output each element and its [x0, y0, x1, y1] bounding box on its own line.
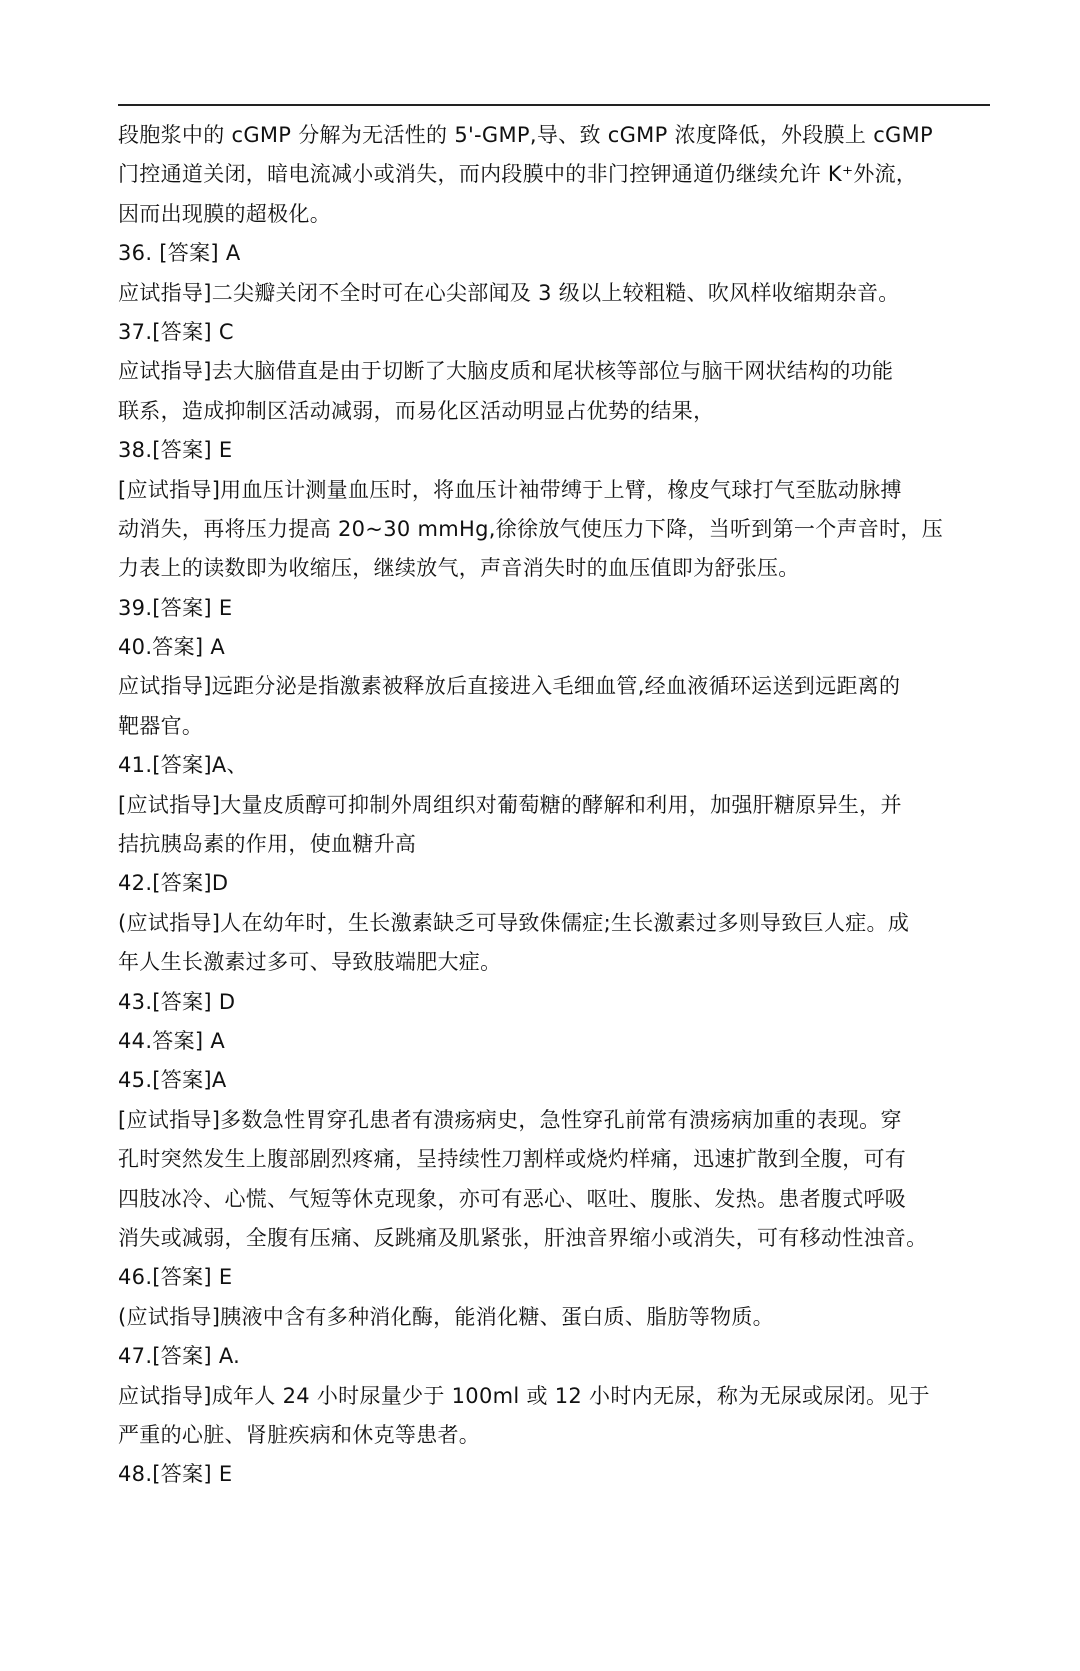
answer-heading [118, 864, 990, 903]
line-text: 孔时突然发生上腹部剧烈疼痛，呈持续性刀割样或烧灼样痛，迅速扩散到全腹，可有 [118, 1147, 907, 1172]
answer-heading [118, 589, 990, 628]
answer-heading [118, 1022, 990, 1061]
line-text: (应试指导]人在幼年时，生长激素缺乏可导致侏儒症;生长激素过多则导致巨人症。成 [118, 910, 910, 935]
line-text: 段胞浆中的 cGMP 分解为无活性的 5'-GMP,导、致 cGMP 浓度降低，外段膜上 cGMP [118, 123, 933, 147]
line-text: 36. [答案] A [118, 241, 241, 266]
guidance-line [118, 786, 990, 825]
guidance-line [118, 1298, 990, 1337]
guidance-line [118, 667, 990, 706]
line-text: 应试指导]去大脑借直是由于切断了大脑皮质和尾状核等部位与脑干网状结构的功能 [118, 359, 894, 384]
line-text: 应试指导]二尖瓣关闭不全时可在心尖部闻及 3 级以上较粗糙、吹风样收缩期杂音。 [118, 280, 900, 305]
line-text: [应试指导]用血压计测量血压时，将血压计袖带缚于上臂，橡皮气球打气至肱动脉搏 [118, 477, 902, 502]
answer-heading [118, 313, 990, 352]
guidance-line [118, 352, 990, 391]
line-text: 动消失，再将压力提高 20~30 mmHg,徐徐放气使压力下降，当听到第一个声音时，压 [118, 516, 943, 541]
text-line [118, 116, 990, 155]
answer-heading [118, 431, 990, 470]
guidance-line [118, 471, 990, 510]
guidance-line [118, 274, 990, 313]
text-line [118, 1416, 990, 1455]
line-text: 靶器官。 [118, 713, 204, 738]
answer-heading [118, 1455, 990, 1494]
line-text: 联系，造成抑制区活动减弱，而易化区活动明显占优势的结果， [118, 398, 715, 423]
text-line [118, 510, 990, 549]
line-text: 因而出现膜的超极化。 [118, 201, 331, 226]
line-text: 41.[答案]A、 [118, 753, 248, 778]
text-line [118, 1140, 990, 1179]
line-text: 拮抗胰岛素的作用，使血糖升高 [118, 832, 417, 857]
text-line [118, 1219, 990, 1258]
line-text: [应试指导]多数急性胃穿孔患者有溃疡病史，急性穿孔前常有溃疡病加重的表现。穿 [118, 1107, 902, 1132]
line-text: 消失或减弱，全腹有压痛、反跳痛及肌紧张，肝浊音界缩小或消失，可有移动性浊音。 [118, 1225, 928, 1250]
answer-heading [118, 1258, 990, 1297]
text-line [118, 1180, 990, 1219]
line-text: 38.[答案] E [118, 438, 233, 463]
line-text: 39.[答案] E [118, 595, 233, 620]
guidance-line [118, 1377, 990, 1416]
document-page [118, 104, 990, 1495]
guidance-line [118, 1101, 990, 1140]
line-text: [应试指导]大量皮质醇可抑制外周组织对葡萄糖的酵解和利用，加强肝糖原异生，并 [118, 792, 902, 817]
text-line [118, 707, 990, 746]
line-text: 42.[答案]D [118, 871, 229, 896]
line-text: 45.[答案]A [118, 1068, 227, 1093]
line-text: (应试指导]胰液中含有多种消化酶，能消化糖、蛋白质、脂肪等物质。 [118, 1304, 774, 1329]
answer-heading [118, 234, 990, 273]
guidance-line [118, 904, 990, 943]
line-text: 40.答案] A [118, 635, 226, 660]
answer-heading [118, 983, 990, 1022]
line-text: 力表上的读数即为收缩压，继续放气，声音消失时的血压值即为舒张压。 [118, 556, 800, 581]
answer-heading [118, 1337, 990, 1376]
text-line [118, 392, 990, 431]
document-body [118, 116, 990, 1495]
line-text: 四肢冰冷、心慌、气短等休克现象，亦可有恶心、呕吐、腹胀、发热。患者腹式呼吸 [118, 1186, 907, 1211]
header-rule [118, 104, 990, 106]
line-text: 44.答案] A [118, 1028, 226, 1053]
line-text: 46.[答案] E [118, 1265, 233, 1290]
line-text: 应试指导]成年人 24 小时尿量少于 100ml 或 12 小时内无尿，称为无尿或尿闭。见于 [118, 1383, 930, 1408]
line-text: 年人生长激素过多可、导致肢端肥大症。 [118, 950, 502, 975]
line-text: 43.[答案] D [118, 989, 236, 1014]
line-text: 严重的心脏、肾脏疾病和休克等患者。 [118, 1422, 481, 1447]
line-text: 47.[答案] A. [118, 1344, 241, 1369]
answer-heading [118, 746, 990, 785]
line-text: 门控通道关闭，暗电流减小或消失，而内段膜中的非门控钾通道仍继续允许 K⁺外流， [118, 162, 918, 187]
line-text: 应试指导]远距分泌是指激素被释放后直接进入毛细血管,经血液循环运送到远距离的 [118, 674, 901, 699]
text-line [118, 549, 990, 588]
text-line [118, 825, 990, 864]
answer-heading [118, 628, 990, 667]
text-line [118, 155, 990, 194]
line-text: 37.[答案] C [118, 319, 234, 344]
text-line [118, 943, 990, 982]
line-text: 48.[答案] E [118, 1462, 233, 1487]
answer-heading [118, 1061, 990, 1100]
text-line [118, 195, 990, 234]
